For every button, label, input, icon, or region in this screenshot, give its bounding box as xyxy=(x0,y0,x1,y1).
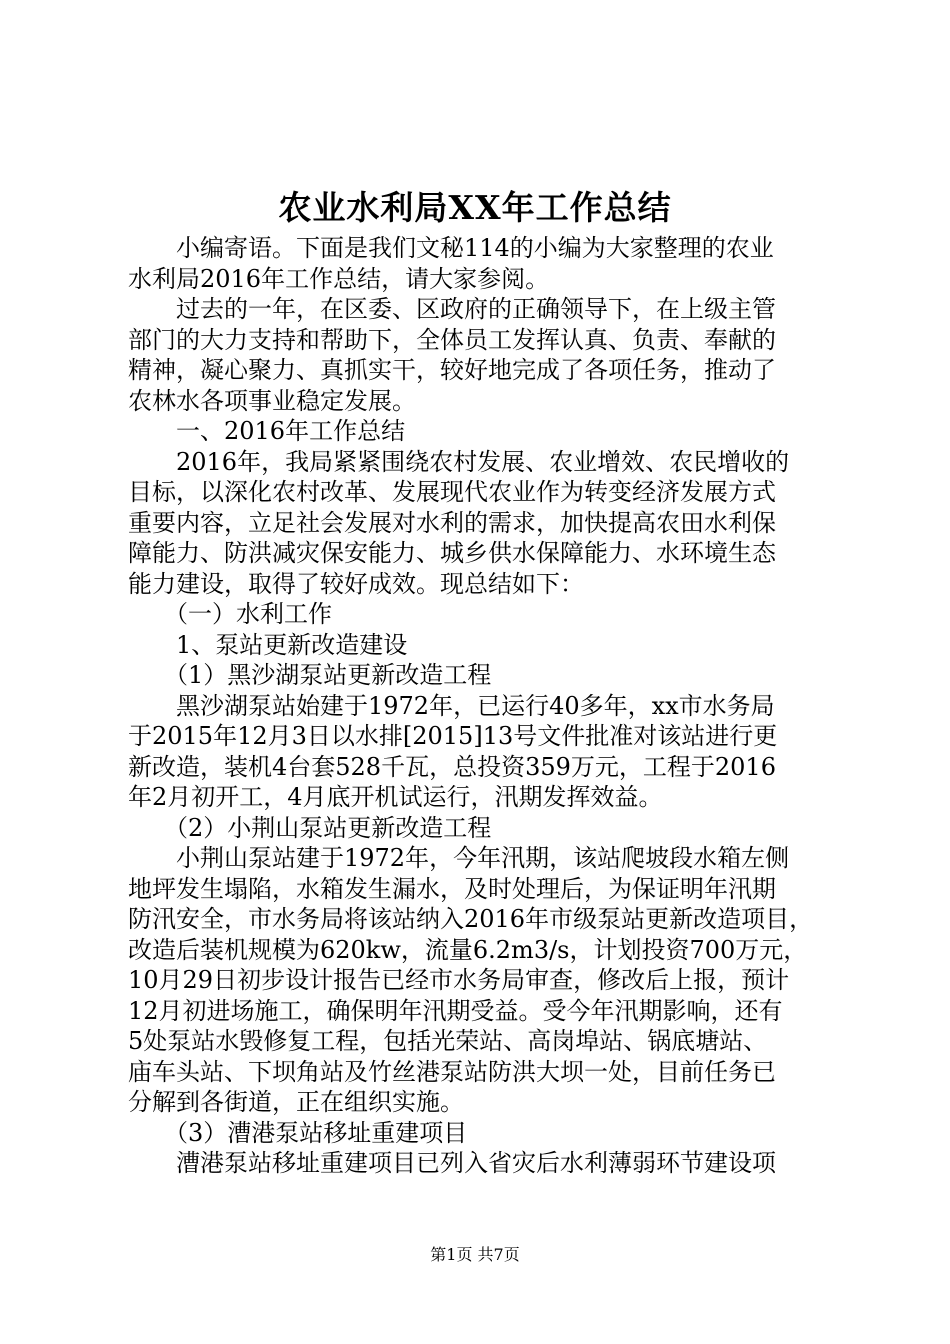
body-line: 分解到各街道，正在组织实施。 xyxy=(128,1088,464,1116)
body-line: （2）小荆山泵站更新改造工程 xyxy=(128,813,492,842)
body-line: （3）漕港泵站移址重建项目 xyxy=(128,1118,468,1147)
body-line: 过去的一年，在区委、区政府的正确领导下，在上级主管 xyxy=(128,295,776,323)
body-line: 目标，以深化农村改革、发展现代农业作为转变经济发展方式 xyxy=(128,478,776,506)
body-line: （一）水利工作 xyxy=(128,600,332,628)
body-line: 1、泵站更新改造建设 xyxy=(128,630,408,659)
body-line: 漕港泵站移址重建项目已列入省灾后水利薄弱环节建设项 xyxy=(128,1149,776,1177)
body-line: 于2015年12月3日以水排[2015]13号文件批准对该站进行更 xyxy=(128,722,778,750)
body-line: 地坪发生塌陷，水箱发生漏水，及时处理后，为保证明年汛期 xyxy=(128,874,776,903)
body-line: 5处泵站水毁修复工程，包括光荣站、高岗埠站、锅底塘站、 xyxy=(128,1027,768,1055)
body-line: 部门的大力支持和帮助下，全体员工发挥认真、负责、奉献的 xyxy=(128,325,776,354)
body-line: 12月初进场施工，确保明年汛期受益。受今年汛期影响，还有 xyxy=(128,996,783,1025)
body-line: 新改造，装机4台套528千瓦，总投资359万元，工程于2016 xyxy=(128,752,776,781)
body-line: （1）黑沙湖泵站更新改造工程 xyxy=(128,661,492,689)
body-line: 10月29日初步设计报告已经市水务局审查，修改后上报，预计 xyxy=(128,966,790,994)
page-footer: 第1页 共7页 xyxy=(430,1245,520,1264)
body-line: 防汛安全，市水务局将该站纳入2016年市级泵站更新改造项目， xyxy=(128,905,814,933)
body-line: 农林水各项事业稳定发展。 xyxy=(128,386,416,415)
body-line: 重要内容，立足社会发展对水利的需求，加快提高农田水利保 xyxy=(128,508,776,537)
body-line: 庙车头站、下坝角站及竹丝港泵站防洪大坝一处，目前任务已 xyxy=(128,1057,776,1086)
body-line: 改造后装机规模为620kw，流量6.2m3/s，计划投资700万元， xyxy=(128,935,808,964)
body-line: 精神，凝心聚力、真抓实干，较好地完成了各项任务，推动了 xyxy=(128,356,776,384)
body-line: 障能力、防洪减灾保安能力、城乡供水保障能力、水环境生态 xyxy=(128,539,776,567)
body-line: 小荆山泵站建于1972年，今年汛期，该站爬坡段水箱左侧 xyxy=(128,844,790,872)
body-line: 能力建设，取得了较好成效。现总结如下： xyxy=(128,569,584,598)
body-line: 一、2016年工作总结 xyxy=(128,417,406,445)
document-title: 农业水利局XX年工作总结 xyxy=(278,188,672,227)
body-line: 年2月初开工，4月底开机试运行，汛期发挥效益。 xyxy=(128,783,663,811)
body-line: 水利局2016年工作总结，请大家参阅。 xyxy=(128,264,550,293)
body-line: 黑沙湖泵站始建于1972年，已运行40多年，xx市水务局 xyxy=(128,691,775,720)
document-body xyxy=(128,233,838,1179)
body-line: 2016年，我局紧紧围绕农村发展、农业增效、农民增收的 xyxy=(128,447,790,476)
body-line: 小编寄语。下面是我们文秘114的小编为大家整理的农业 xyxy=(128,234,774,262)
